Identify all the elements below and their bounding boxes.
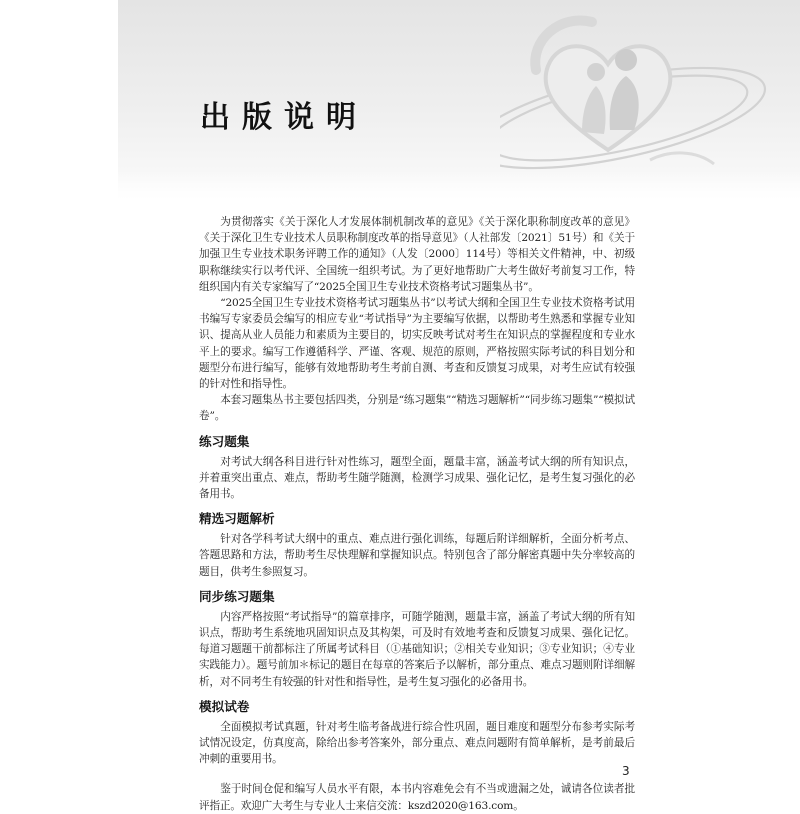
people-heart-emblem-icon: [500, 0, 800, 200]
page-number: 3: [622, 764, 630, 778]
intro-paragraph: “2025全国卫生专业技术资格考试习题集丛书”以考试大纲和全国卫生专业技术资格考试用书编写专家委员会编写的相应专业“考试指导”为主要编写依据，以帮助考生熟悉和掌握专业知识、提高从业人员能力和素质为主要目的，切实反映考试对考生在知识点的掌握程度和专业水平上的要求。编写工作遵循科学、严谨、客观、规范的原则，严格按照实际考试的科目划分和题型分布进行编写，能够有效地帮助考生考前自测、考查和反馈复习成果，对考生应试有较强的针对性和指导性。: [199, 297, 635, 391]
section-heading: 精选习题解析: [199, 511, 275, 527]
document-body: [199, 214, 635, 814]
closing-paragraph: 鉴于时间仓促和编写人员水平有限，本书内容难免会有不当或遗漏之处，诚请各位读者批评指正。欢迎广大考生与专业人士来信交流：kszd2020@163.com。: [199, 783, 635, 812]
section-heading: 练习题集: [199, 433, 250, 449]
section-body: 全面模拟考试真题，针对考生临考备战进行综合性巩固，题目难度和题型分布参考实际考试情况设定，仿真度高，除给出参考答案外，部分重点、难点问题附有简单解析，是考前最后冲刺的重要用书。: [199, 720, 635, 766]
intro-paragraph: 为贯彻落实《关于深化人才发展体制机制改革的意见》《关于深化职称制度改革的意见》《关于深化卫生专业技术人员职称制度改革的指导意见》（人社部发〔2021〕51号）和《关于加强卫生专业技术职务评聘工作的通知》（人发〔2000〕114号）等相关文件精神，中、初级职称继续实行以考代评、全国统一组织考试。为了更好地帮助广大考生做好考前复习工作，特组织国内有关专家编写了“2025全国卫生专业技术资格考试习题集丛书”。: [199, 216, 635, 293]
intro-paragraph: 本套习题集丛书主要包括四类，分别是“练习题集”“精选习题解析”“同步练习题集”“模拟试卷”。: [199, 394, 635, 423]
page-title: 出版说明: [200, 100, 368, 135]
section-body: 针对各学科考试大纲中的重点、难点进行强化训练，每题后附详细解析，全面分析考点、答题思路和方法，帮助考生尽快理解和掌握知识点。特别包含了部分解密真题中失分率较高的题目，供考生参照复习。: [199, 533, 635, 578]
section-heading: 同步练习题集: [199, 588, 275, 604]
section-heading: 模拟试卷: [199, 698, 250, 714]
paragraph-gap: [199, 767, 635, 781]
section-body: 对考试大纲各科目进行针对性练习，题型全面，题量丰富，涵盖考试大纲的所有知识点，并着重突出重点、难点，帮助考生随学随测，检测学习成果、强化记忆，是考生复习强化的必备用书。: [199, 455, 635, 501]
section-body: 内容严格按照“考试指导”的篇章排序，可随学随测，题量丰富，涵盖了考试大纲的所有知识点，帮助考生系统地巩固知识点及其构架，可及时有效地考查和反馈复习成果、强化记忆。每道习题题干前都标注了所属考试科目（①基础知识；②相关专业知识；③专业知识；④专业实践能力）。题号前加＊标记的题目在每章的答案后予以解析，部分重点、难点习题则附详细解析，对不同考生有较强的针对性和指导性，是考生复习强化的必备用书。: [199, 610, 635, 688]
